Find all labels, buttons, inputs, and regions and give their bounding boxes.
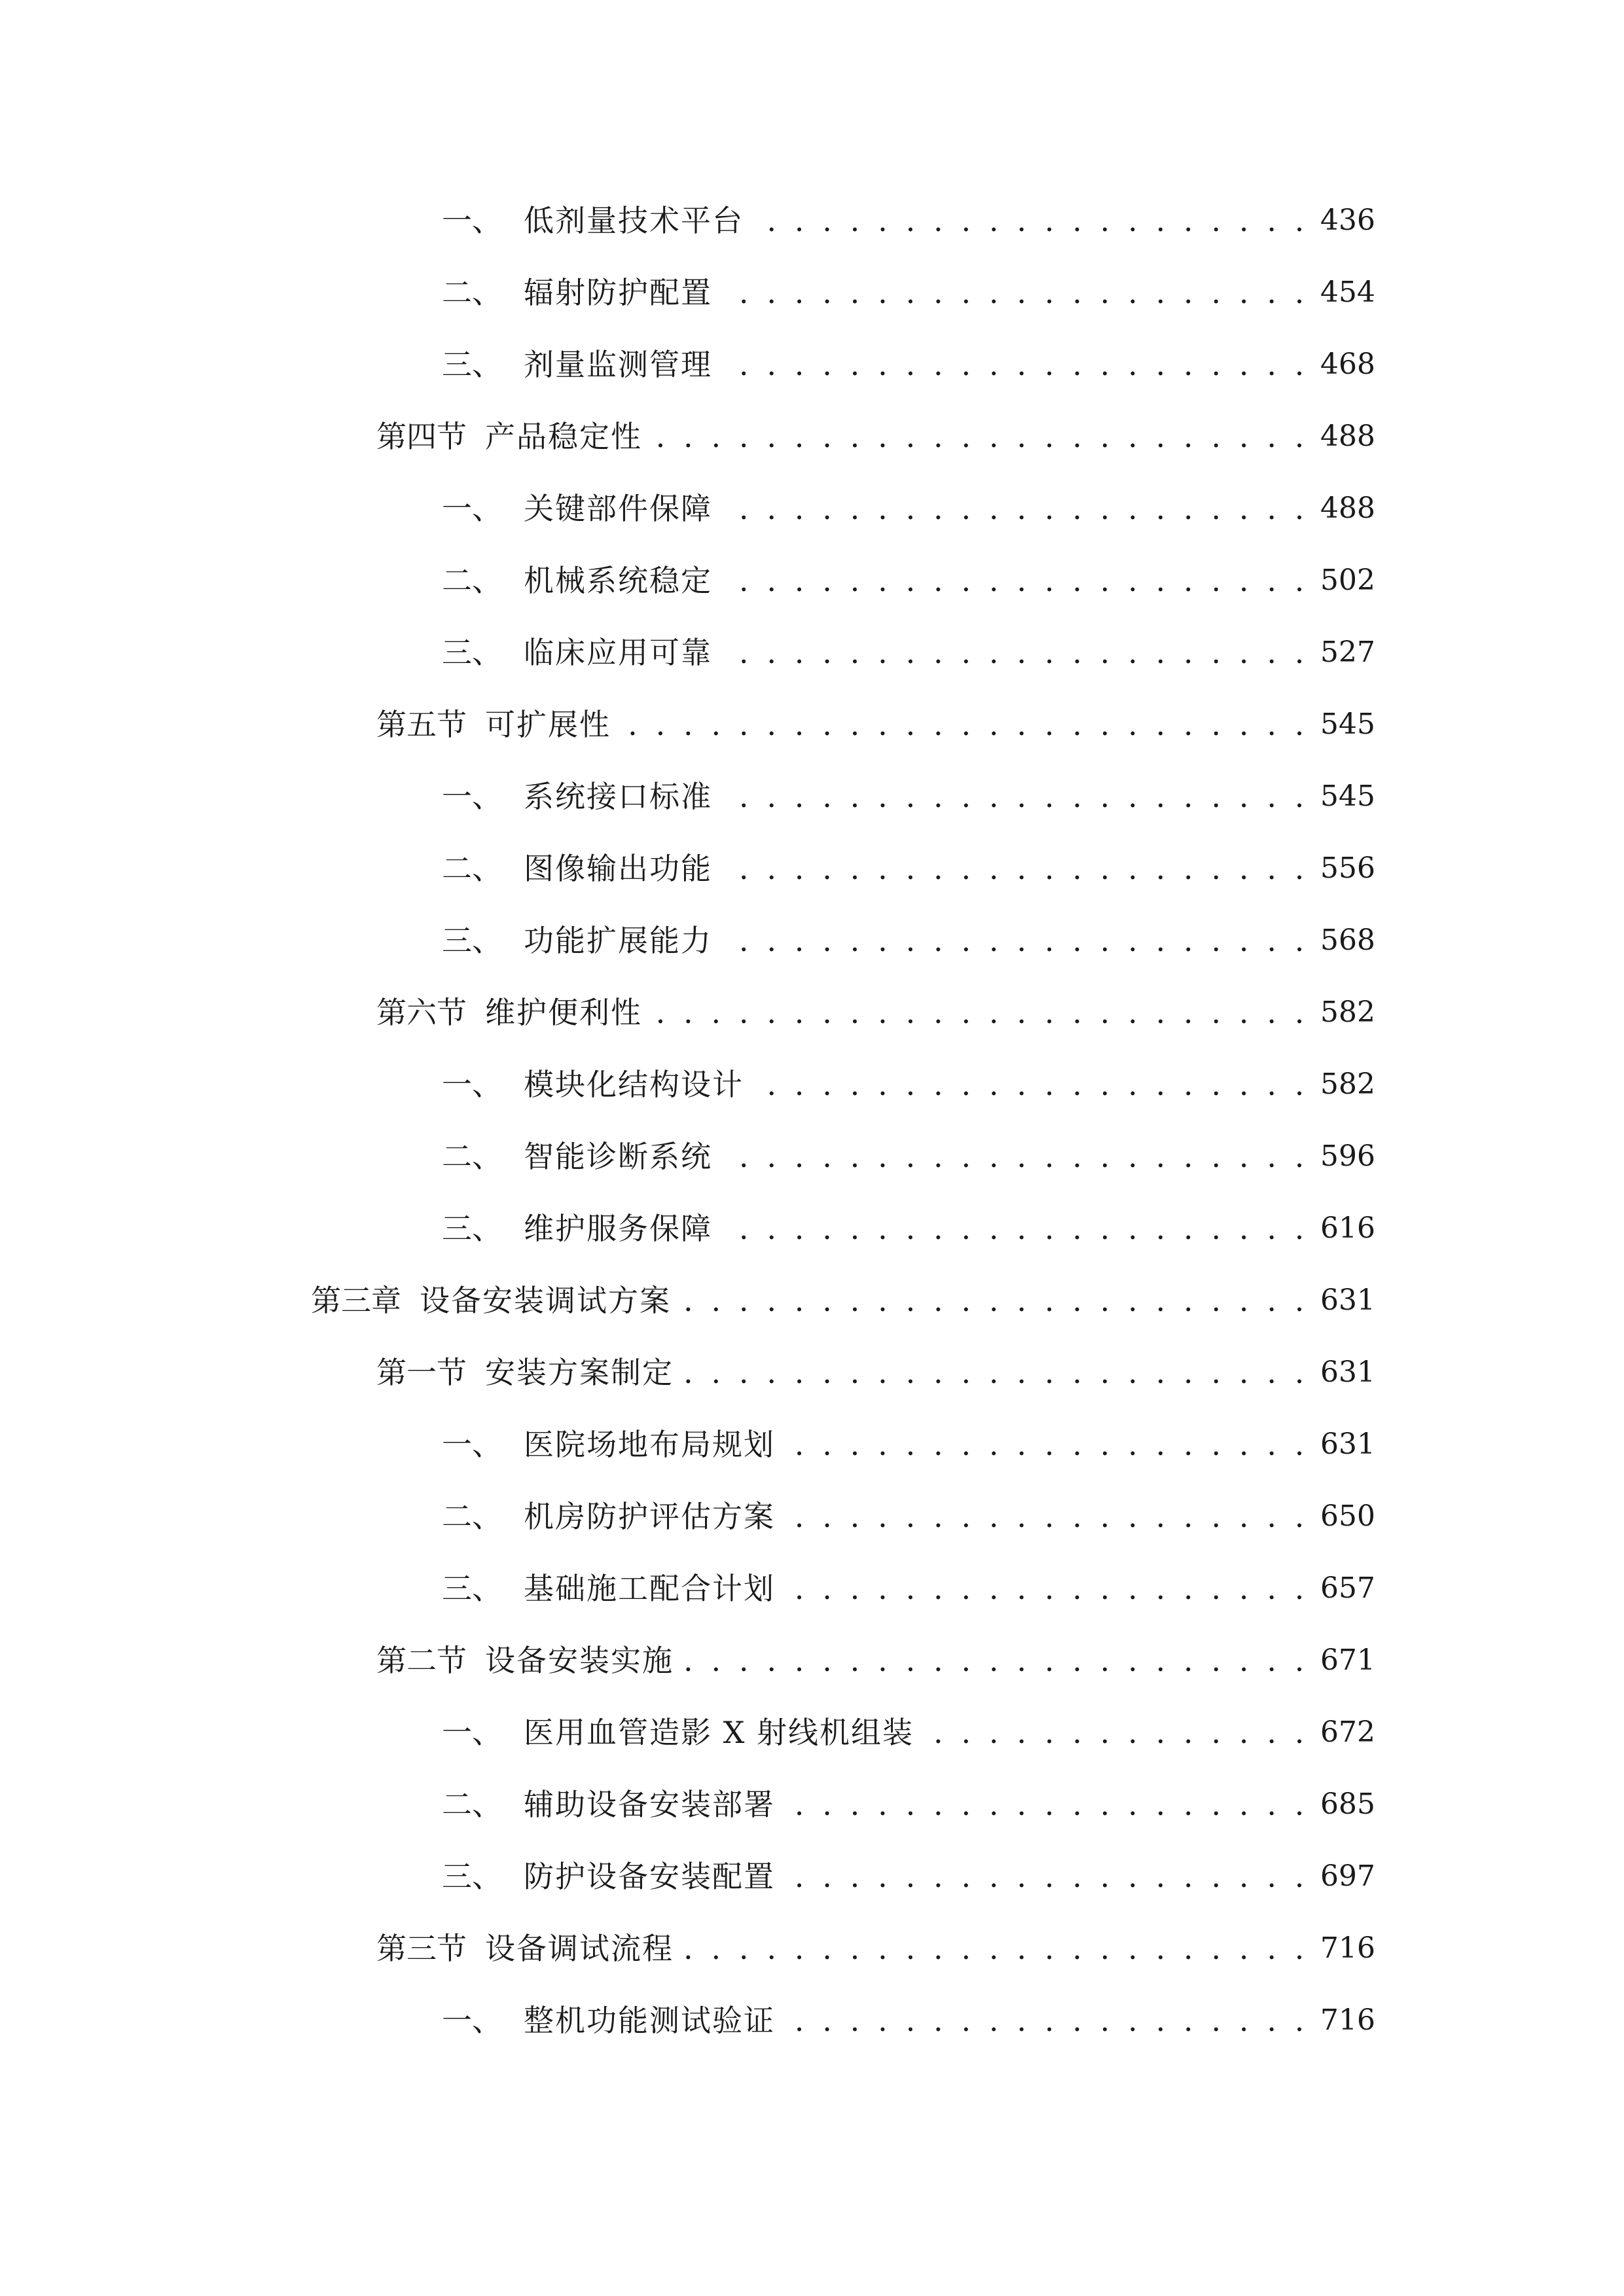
dot-leader	[721, 1130, 1308, 1183]
toc-entry-number: 一、	[442, 2003, 502, 2038]
toc-entry-page-number: 631	[1320, 1355, 1375, 1389]
toc-entry-title: 设备安装实施	[485, 1643, 674, 1678]
toc-entry-number: 三、	[442, 923, 502, 958]
toc-entry-page-number: 631	[1320, 1427, 1375, 1461]
toc-entry-page-number: 671	[1320, 1643, 1375, 1677]
toc-entry-page-number: 468	[1320, 348, 1375, 381]
toc-entry-title: 模块化结构设计	[524, 1067, 744, 1102]
dot-leader	[721, 842, 1308, 895]
toc-entry-number: 一、	[442, 203, 502, 238]
toc-entry[interactable]	[442, 1130, 1375, 1183]
toc-entry-number: 一、	[442, 1067, 502, 1102]
toc-entry-title: 临床应用可靠	[524, 635, 712, 670]
dot-leader	[721, 266, 1308, 319]
toc-entry-page-number: 716	[1320, 1931, 1375, 1965]
toc-entry[interactable]	[442, 1706, 1375, 1759]
toc-entry-page-number: 657	[1320, 1571, 1375, 1605]
dot-leader	[620, 698, 1308, 751]
toc-entry-title: 机械系统稳定	[524, 563, 712, 598]
toc-entry[interactable]	[376, 698, 1375, 751]
toc-entry-title: 安装方案制定	[485, 1355, 674, 1390]
dot-leader	[721, 338, 1308, 391]
toc-entry-page-number: 685	[1320, 1787, 1375, 1821]
toc-entry[interactable]	[376, 986, 1375, 1039]
toc-entry-page-number: 697	[1320, 1859, 1375, 1893]
toc-entry[interactable]	[442, 338, 1375, 391]
toc-entry-page-number: 502	[1320, 564, 1375, 597]
toc-entry[interactable]	[311, 1274, 1375, 1327]
dot-leader	[683, 1346, 1308, 1399]
toc-entry-number: 二、	[442, 563, 502, 598]
toc-entry-title: 防护设备安装配置	[524, 1859, 775, 1894]
toc-entry-title: 基础施工配合计划	[524, 1571, 775, 1606]
toc-entry-page-number: 616	[1320, 1211, 1375, 1245]
dot-leader	[784, 1850, 1308, 1903]
toc-entry-page-number: 545	[1320, 708, 1375, 741]
toc-entry-title: 维护服务保障	[524, 1211, 712, 1246]
toc-entry[interactable]	[442, 194, 1375, 247]
toc-entry-number: 第三节	[376, 1931, 467, 1966]
toc-entry-title: 整机功能测试验证	[524, 2003, 775, 2038]
toc-entry[interactable]	[442, 626, 1375, 679]
toc-entry-number: 二、	[442, 1787, 502, 1822]
toc-entry-title: 关键部件保障	[524, 491, 712, 526]
toc-entry-number: 第二节	[376, 1643, 467, 1678]
toc-entry-number: 三、	[442, 1571, 502, 1606]
toc-entry[interactable]	[442, 554, 1375, 607]
toc-entry-page-number: 672	[1320, 1715, 1375, 1749]
toc-entry-title: 辅助设备安装部署	[524, 1787, 775, 1822]
toc-entry[interactable]	[442, 1490, 1375, 1543]
dot-leader	[680, 1274, 1308, 1327]
toc-entry-number: 第五节	[376, 707, 467, 742]
toc-entry-page-number: 488	[1320, 420, 1375, 453]
toc-entry-title: 设备安装调试方案	[420, 1283, 671, 1318]
toc-entry-title: 图像输出功能	[524, 851, 712, 886]
toc-entry-page-number: 631	[1320, 1283, 1375, 1317]
dot-leader	[784, 1418, 1308, 1471]
toc-entry-page-number: 716	[1320, 2003, 1375, 2037]
toc-entry-number: 第四节	[376, 419, 467, 454]
toc-entry-title: 辐射防护配置	[524, 275, 712, 310]
toc-entry[interactable]	[442, 1850, 1375, 1903]
toc-entry[interactable]	[442, 842, 1375, 895]
toc-entry-title: 维护便利性	[485, 995, 642, 1030]
toc-entry[interactable]	[376, 1634, 1375, 1687]
toc-entry-number: 一、	[442, 491, 502, 526]
toc-entry-title: 医用血管造影 X 射线机组装	[524, 1715, 914, 1750]
toc-entry[interactable]	[376, 1922, 1375, 1975]
toc-entry-page-number: 596	[1320, 1139, 1375, 1173]
dot-leader	[683, 1922, 1308, 1975]
dot-leader	[784, 1994, 1308, 2047]
dot-leader	[721, 554, 1308, 607]
toc-entry-title: 系统接口标准	[524, 779, 712, 814]
toc-entry-number: 一、	[442, 1427, 502, 1462]
toc-entry[interactable]	[442, 1994, 1375, 2047]
toc-entry-title: 低剂量技术平台	[524, 203, 744, 238]
dot-leader	[721, 770, 1308, 823]
toc-entry[interactable]	[442, 482, 1375, 535]
dot-leader	[923, 1706, 1308, 1759]
dot-leader	[721, 1202, 1308, 1255]
dot-leader	[721, 482, 1308, 535]
toc-entry-number: 一、	[442, 1715, 502, 1750]
toc-entry[interactable]	[442, 1778, 1375, 1831]
dot-leader	[683, 1634, 1308, 1687]
toc-entry-title: 剂量监测管理	[524, 347, 712, 382]
toc-entry-page-number: 582	[1320, 996, 1375, 1029]
toc-entry[interactable]	[442, 266, 1375, 319]
toc-entry-title: 设备调试流程	[485, 1931, 674, 1966]
toc-entry-number: 第三章	[311, 1283, 401, 1318]
dot-leader	[753, 1058, 1308, 1111]
dot-leader	[651, 410, 1308, 463]
toc-entry-number: 第一节	[376, 1355, 467, 1390]
toc-entry-number: 三、	[442, 347, 502, 382]
dot-leader	[784, 1778, 1308, 1831]
toc-entry-number: 二、	[442, 851, 502, 886]
toc-entry-title: 机房防护评估方案	[524, 1499, 775, 1534]
dot-leader	[721, 914, 1308, 967]
toc-entry-page-number: 650	[1320, 1499, 1375, 1533]
toc-entry-number: 三、	[442, 1211, 502, 1246]
dot-leader	[753, 194, 1308, 247]
toc-entry-number: 第六节	[376, 995, 467, 1030]
toc-entry-number: 二、	[442, 1499, 502, 1534]
toc-entry[interactable]	[442, 914, 1375, 967]
toc-entry-number: 三、	[442, 635, 502, 670]
toc-entry-number: 三、	[442, 1859, 502, 1894]
toc-entry[interactable]	[442, 770, 1375, 823]
toc-entry[interactable]	[376, 1346, 1375, 1399]
dot-leader	[784, 1562, 1308, 1615]
toc-entry[interactable]	[442, 1562, 1375, 1615]
toc-entry-title: 产品稳定性	[485, 419, 642, 454]
toc-entry-title: 功能扩展能力	[524, 923, 712, 958]
toc-entry-number: 一、	[442, 779, 502, 814]
toc-entry-title: 医院场地布局规划	[524, 1427, 775, 1462]
toc-entry-page-number: 454	[1320, 276, 1375, 309]
toc-entry-page-number: 582	[1320, 1067, 1375, 1101]
toc-entry-page-number: 527	[1320, 636, 1375, 669]
toc-entry-page-number: 436	[1320, 204, 1375, 237]
toc-entry-title: 可扩展性	[485, 707, 611, 742]
toc-entry-page-number: 488	[1320, 492, 1375, 525]
toc-entry-page-number: 556	[1320, 852, 1375, 885]
toc-entry[interactable]	[442, 1202, 1375, 1255]
toc-entry-page-number: 545	[1320, 780, 1375, 813]
toc-entry-number: 二、	[442, 1139, 502, 1174]
dot-leader	[651, 986, 1308, 1039]
toc-entry-number: 二、	[442, 275, 502, 310]
toc-entry[interactable]	[442, 1418, 1375, 1471]
dot-leader	[784, 1490, 1308, 1543]
toc-entry[interactable]	[442, 1058, 1375, 1111]
dot-leader	[721, 626, 1308, 679]
toc-entry[interactable]	[376, 410, 1375, 463]
toc-entry-title: 智能诊断系统	[524, 1139, 712, 1174]
toc-entry-page-number: 568	[1320, 924, 1375, 957]
